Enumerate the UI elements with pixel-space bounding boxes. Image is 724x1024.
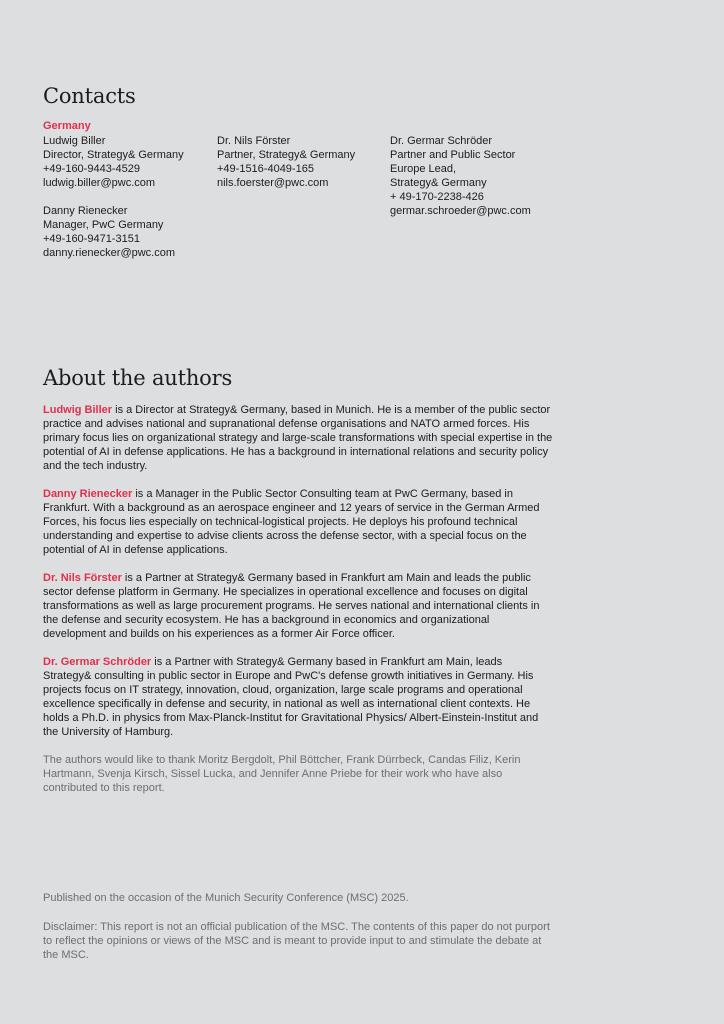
author-name: Dr. Germar Schröder — [43, 656, 152, 668]
contact-role: Strategy& Germany — [390, 177, 487, 189]
contact-email[interactable]: germar.schroeder@pwc.com — [390, 205, 531, 217]
contact-phone[interactable]: +49-1516-4049-165 — [217, 163, 314, 175]
contact-name: Dr. Germar Schröder — [390, 135, 493, 147]
author-bio-paragraph — [43, 655, 553, 739]
contact-name: Ludwig Biller — [43, 135, 106, 147]
contact-phone[interactable]: + 49-170-2238-426 — [390, 191, 484, 203]
contact-phone[interactable]: +49-160-9443-4529 — [43, 163, 140, 175]
contacts-column-2 — [217, 134, 355, 190]
contact-email[interactable]: danny.rienecker@pwc.com — [43, 247, 176, 259]
acknowledgements: The authors would like to thank Moritz Bergdolt, Phil Böttcher, Frank Dürrbeck, Candas Filiz, Kerin Hartmann, Svenja Kirsch, Sissel Lucka, and Jennifer Anne Priebe for their work who have also contributed to this report. — [43, 754, 521, 794]
contacts-column-3 — [390, 134, 531, 218]
contact-phone[interactable]: +49-160-9471-3151 — [43, 233, 140, 245]
contacts-column-1 — [43, 134, 184, 260]
author-bio-text: is a Partner with Strategy& Germany based in Frankfurt am Main, leads Strategy& consulting in public sector in Europe and PwC's defense growth initiatives in Germany. His projects focus on IT strategy, innovation, cloud, organization, large scale programs and operational excellence specifically in defense and security, in national as well as international client contexts. He holds a Ph.D. in physics from Max-Planck-Institut for Gravitational Physics/ Albert-Einstein-Institut and the University of Hamburg. — [43, 656, 539, 738]
author-name: Ludwig Biller — [43, 404, 113, 416]
contact-email[interactable]: ludwig.biller@pwc.com — [43, 177, 156, 189]
author-bio-text: is a Director at Strategy& Germany, based in Munich. He is a member of the public sector practice and advises national and supranational defense organisations and NATO armed forces. His primary focus lies on organizational strategy and large-scale transformations with special expertise in the potential of AI in defense applications. He has a background in international relations and security policy and the tech industry. — [43, 404, 553, 472]
author-bio-text: is a Partner at Strategy& Germany based in Frankfurt am Main and leads the public sector defense platform in Germany. He specializes in operational excellence and focuses on digital transformations as well as large procurement programs. He serves national and international clients in the defense and security ecosystem. He has a background in economics and organizational development and builds on his experiences as a former Air Force officer. — [43, 572, 540, 640]
contact-role: Partner, Strategy& Germany — [217, 149, 356, 161]
contact-name: Danny Rienecker — [43, 205, 128, 217]
contact-role: Manager, PwC Germany — [43, 219, 164, 231]
authors-heading: About the authors — [43, 366, 233, 390]
contact-role: Director, Strategy& Germany — [43, 149, 184, 161]
author-name: Dr. Nils Förster — [43, 572, 122, 584]
contact-role: Partner and Public Sector — [390, 149, 516, 161]
contact-role: Europe Lead, — [390, 163, 457, 175]
author-bio-paragraph — [43, 571, 553, 641]
author-bio-paragraph — [43, 403, 553, 473]
contacts-country-label: Germany — [43, 120, 91, 132]
published-note: Published on the occasion of the Munich Security Conference (MSC) 2025. — [43, 892, 409, 904]
author-name: Danny Rienecker — [43, 488, 133, 500]
contacts-heading: Contacts — [43, 84, 136, 108]
author-bio-paragraph — [43, 487, 553, 557]
contact-email[interactable]: nils.foerster@pwc.com — [217, 177, 329, 189]
contact-name: Dr. Nils Förster — [217, 135, 291, 147]
author-bio-text: is a Manager in the Public Sector Consulting team at PwC Germany, based in Frankfurt. With a background as an aerospace engineer and 12 years of service in the German Armed Forces, his focus lies especially on technical-logistical projects. He deploys his profound technical understanding and expertise to advise clients across the defense sector, with a special focus on the potential of AI in defense applications. — [43, 488, 540, 556]
disclaimer-text: Disclaimer: This report is not an official publication of the MSC. The contents of this paper do not purport to reflect the opinions or views of the MSC and is meant to provide input to and stimulate the debate at the MSC. — [43, 921, 550, 961]
